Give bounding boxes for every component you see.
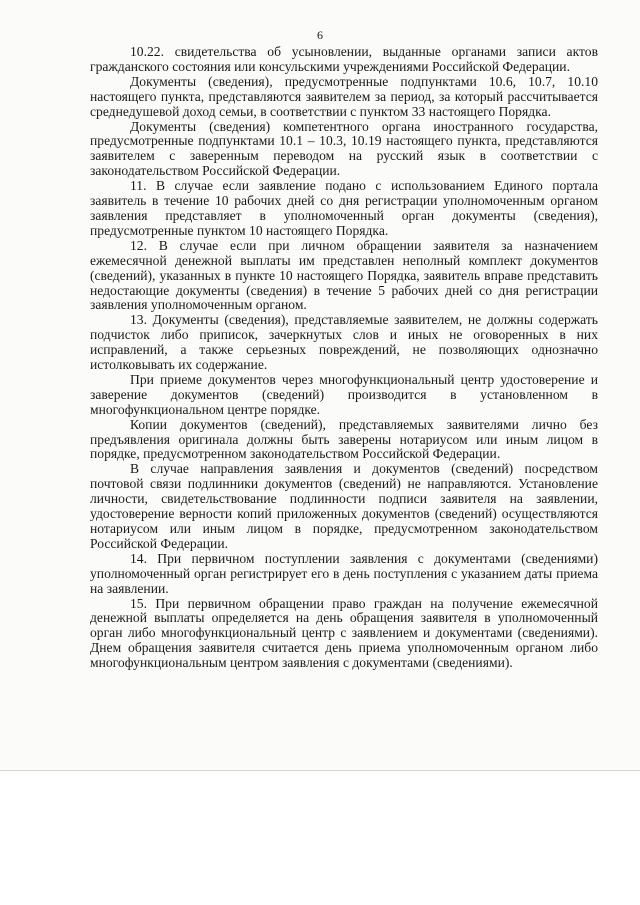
- paragraph-10-22: 10.22. свидетельства об усыновлении, выданные органами записи актов гражданского состояния или консульскими учреждениями Российской Федерации.: [90, 44, 598, 74]
- page-number: 6: [317, 28, 323, 42]
- paragraph-11: 11. В случае если заявление подано с использованием Единого портала заявитель в течение 10 рабочих дней со дня регистрации уполномоченным органом заявления представляет в уполномоченный орган документы (сведения), предусмотренные пунктом 10 настоящего Порядка.: [90, 178, 598, 238]
- blank-area: [0, 771, 640, 905]
- paragraph-13: 13. Документы (сведения), представляемые заявителем, не должны содержать подчисток либо приписок, зачеркнутых слов и иных не оговоренных в них исправлений, а также серьезных повреждений, не позволяющих однозначно истолковывать их содержание.: [90, 312, 598, 373]
- paragraph-foreign-documents: Документы (сведения) компетентного органа иностранного государства, предусмотренные подпунктами 10.1 – 10.3, 10.19 настоящего пункта, представляются заявителем с заверенным переводом на русский язык в соответствии с законодательством Российской Федерации.: [90, 118, 598, 179]
- paragraph-postal: В случае направления заявления и документов (сведений) посредством почтовой связи подлинники документов (сведений) не направляются. Установление личности, свидетельствование подлинности подписи заявителя на заявлении, удостоверение верности копий приложенных документов (сведений) осуществляются нотариусом или иным лицом в порядке, предусмотренном законодательством Российской Федерации.: [90, 461, 598, 551]
- paragraph-copies: Копии документов (сведений), представляемых заявителями лично без предъявления оригинала должны быть заверены нотариусом или иным лицом в порядке, предусмотренном законодательством Российской Федерации.: [90, 416, 598, 462]
- paragraph-12: 12. В случае если при личном обращении заявителя за назначением ежемесячной денежной выплаты им представлен неполный комплект документов (сведений), указанных в пункте 10 настоящего Порядка, заявитель вправе представить недостающие документы (сведения) в течение 5 рабочих дней со дня регистрации заявления уполномоченным органом.: [90, 237, 598, 313]
- paragraph-15: 15. При первичном обращении право граждан на получение ежемесячной денежной выплаты определяется на день обращения заявителя в уполномоченный орган либо многофункциональный центр с заявлением и документами (сведениями). Днем обращения заявителя считается день приема уполномоченным органом либо многофункциональным центром заявления с документами (сведениями).: [90, 595, 598, 671]
- paragraph-mfc-acceptance: При приеме документов через многофункциональный центр удостоверение и заверение документов (сведений) производится в установленном в многофункциональном центре порядке.: [90, 371, 598, 417]
- paragraph-documents-period: Документы (сведения), предусмотренные подпунктами 10.6, 10.7, 10.10 настоящего пункта, представляются заявителем за период, за который рассчитывается среднедушевой доход семьи, в соответствии с пунктом 33 настоящего Порядка.: [90, 73, 598, 119]
- paragraph-14: 14. При первичном поступлении заявления с документами (сведениями) уполномоченный орган регистрирует его в день поступления с указанием даты приема на заявлении.: [90, 550, 598, 596]
- document-body: [90, 45, 598, 671]
